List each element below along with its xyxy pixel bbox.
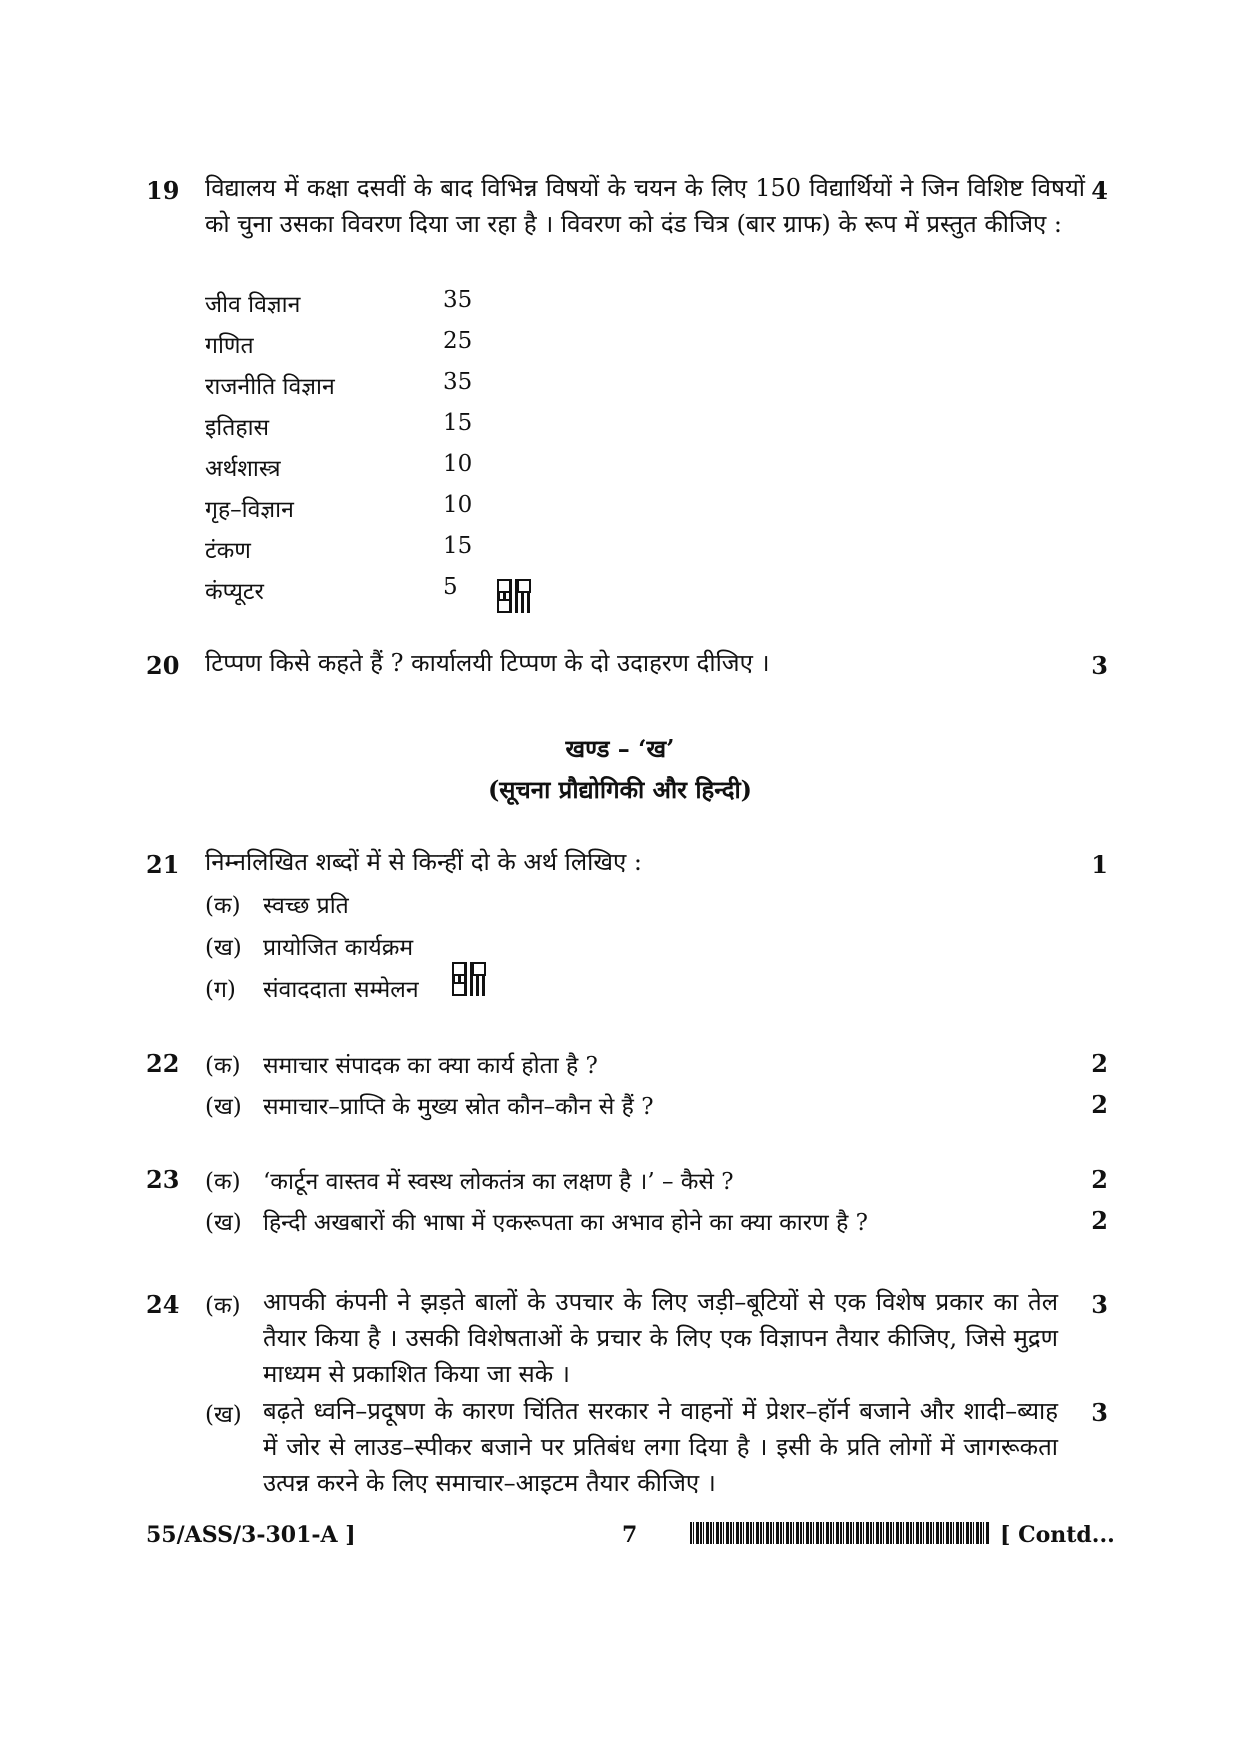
question-number: 21 bbox=[146, 850, 180, 879]
option-label: (ख) bbox=[205, 935, 242, 961]
qr-code-icon bbox=[452, 962, 486, 996]
subject-count: 35 bbox=[443, 369, 473, 395]
part-text: समाचार–प्राप्ति के मुख्य स्रोत कौन–कौन से हैं ? bbox=[263, 1094, 654, 1120]
subject-count: 15 bbox=[443, 410, 473, 436]
subject-name: इतिहास bbox=[205, 415, 270, 441]
question-marks: 3 bbox=[1091, 1398, 1108, 1427]
question-text: टिप्पण किसे कहते हैं ? कार्यालयी टिप्पण के दो उदाहरण दीजिए । bbox=[205, 649, 770, 677]
qr-code-icon bbox=[497, 579, 531, 613]
part-text: समाचार संपादक का क्या कार्य होता है ? bbox=[263, 1053, 598, 1079]
subject-name: गृह–विज्ञान bbox=[205, 497, 294, 523]
question-marks: 2 bbox=[1091, 1165, 1108, 1194]
option-text: संवाददाता सम्मेलन bbox=[263, 977, 419, 1003]
option-label: (क) bbox=[205, 893, 241, 919]
question-marks: 3 bbox=[1091, 1290, 1108, 1319]
subject-count: 10 bbox=[443, 492, 473, 518]
part-text: बढ़ते ध्वनि–प्रदूषण के कारण चिंतित सरकार ने वाहनों में प्रेशर–हॉर्न बजाने और शादी–ब्याह में जोर से लाउड–स्पीकर बजाने पर प्रतिबंध लगा दिया है । इसी के प्रति लोगों में जागरूकता उत्पन्न करने के लिए समाचार–आइटम तैयार कीजिए । bbox=[263, 1397, 1058, 1497]
subject-name: टंकण bbox=[205, 538, 251, 564]
paper-code: 55/ASS/3-301-A ] bbox=[146, 1522, 356, 1548]
question-number: 19 bbox=[146, 176, 180, 205]
subject-count: 15 bbox=[443, 533, 473, 559]
subject-count: 35 bbox=[443, 287, 473, 313]
part-label: (ख) bbox=[205, 1094, 242, 1120]
question-number: 23 bbox=[146, 1165, 180, 1194]
question-number: 24 bbox=[146, 1290, 180, 1319]
part-label: (ख) bbox=[205, 1402, 242, 1428]
part-text: ‘कार्टून वास्तव में स्वस्थ लोकतंत्र का लक्षण है ।’ – कैसे ? bbox=[263, 1169, 734, 1195]
question-marks: 1 bbox=[1091, 850, 1108, 879]
section-title: खण्ड – ‘ख’ bbox=[565, 734, 675, 763]
subject-name: अर्थशास्त्र bbox=[205, 456, 281, 482]
subject-count: 5 bbox=[443, 574, 458, 600]
question-marks: 2 bbox=[1091, 1090, 1108, 1119]
question-marks: 3 bbox=[1091, 651, 1108, 680]
subject-count: 10 bbox=[443, 451, 473, 477]
subject-name: राजनीति विज्ञान bbox=[205, 374, 335, 400]
question-marks: 2 bbox=[1091, 1206, 1108, 1235]
subject-count: 25 bbox=[443, 328, 473, 354]
part-text: आपकी कंपनी ने झड़ते बालों के उपचार के लिए जड़ी–बूटियों से एक विशेष प्रकार का तेल तैयार किया है । उसकी विशेषताओं के प्रचार के लिए एक विज्ञापन तैयार कीजिए, जिसे मुद्रण माध्यम से प्रकाशित किया जा सके । bbox=[263, 1288, 1058, 1388]
part-label: (क) bbox=[205, 1169, 241, 1195]
question-text: निम्नलिखित शब्दों में से किन्हीं दो के अर्थ लिखिए : bbox=[205, 848, 643, 876]
option-label: (ग) bbox=[205, 977, 236, 1003]
question-marks: 4 bbox=[1091, 176, 1108, 205]
option-text: प्रायोजित कार्यक्रम bbox=[263, 935, 414, 961]
question-number: 22 bbox=[146, 1049, 180, 1078]
subject-name: गणित bbox=[205, 333, 254, 359]
question-marks: 2 bbox=[1091, 1049, 1108, 1078]
part-text: हिन्दी अखबारों की भाषा में एकरूपता का अभाव होने का क्या कारण है ? bbox=[263, 1210, 868, 1236]
question-number: 20 bbox=[146, 651, 180, 680]
subject-name: कंप्यूटर bbox=[205, 579, 264, 605]
page-number: 7 bbox=[622, 1522, 638, 1548]
part-label: (ख) bbox=[205, 1210, 242, 1236]
continued-label: [ Contd... bbox=[1000, 1522, 1115, 1548]
section-subtitle: (सूचना प्रौद्योगिकी और हिन्दी) bbox=[487, 775, 753, 804]
part-label: (क) bbox=[205, 1053, 241, 1079]
barcode-icon bbox=[690, 1522, 990, 1544]
part-label: (क) bbox=[205, 1293, 241, 1319]
option-text: स्वच्छ प्रति bbox=[263, 893, 349, 919]
subject-name: जीव विज्ञान bbox=[205, 292, 301, 318]
question-text: विद्यालय में कक्षा दसवीं के बाद विभिन्न विषयों के चयन के लिए 150 विद्यार्थियों ने जिन विशिष्ट विषयों को चुना उसका विवरण दिया जा रहा है । विवरण को दंड चित्र (बार ग्राफ) के रूप में प्रस्तुत कीजिए : bbox=[205, 174, 1085, 238]
